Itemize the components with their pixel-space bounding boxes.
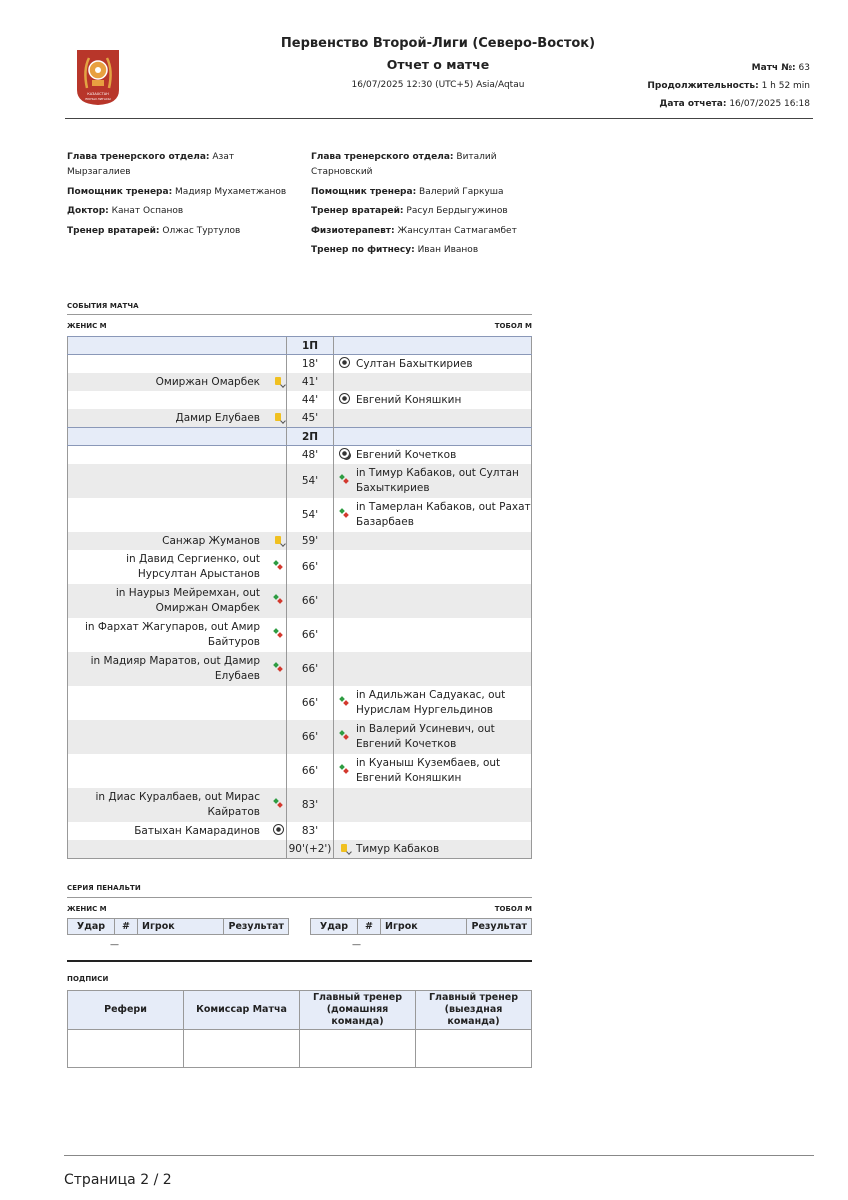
home-event-icon [270, 840, 287, 859]
away-event-text [354, 618, 532, 652]
competition-title: Первенство Второй-Лиги (Северо-Восток) [280, 36, 596, 51]
home-event-text [68, 464, 271, 498]
ball-icon [273, 824, 284, 835]
staff-row: Тренер вратарей: Олжас Туртулов [67, 225, 241, 236]
event-minute: 44' [287, 391, 334, 409]
away-event-icon [334, 822, 355, 840]
col-player: Игрок [138, 919, 224, 935]
home-event-icon [270, 652, 287, 686]
substitution-icon [339, 474, 349, 484]
yellow-card-icon [275, 536, 281, 544]
event-row [68, 464, 532, 498]
away-event-icon [334, 355, 355, 374]
home-staff [67, 150, 297, 243]
half-header [68, 428, 532, 446]
staff-row: Тренер по фитнесу: Иван Иванов [311, 245, 479, 255]
penalty-section-title: СЕРИЯ ПЕНАЛЬТИ [67, 884, 141, 892]
home-event-icon [270, 498, 287, 532]
home-event-icon [270, 464, 287, 498]
penalty-away-team: ТОБОЛ М [494, 905, 532, 913]
event-minute: 54' [287, 464, 334, 498]
away-event-icon [334, 584, 355, 618]
away-event-icon [334, 550, 355, 584]
home-event-text [68, 498, 271, 532]
yellow-card-icon [341, 844, 347, 852]
substitution-icon [339, 696, 349, 706]
away-event-text [354, 584, 532, 618]
staff-row: Помощник тренера: Валерий Гаркуша [311, 186, 504, 197]
away-event-text [354, 409, 532, 428]
away-event-text: Евгений Кочетков [356, 449, 457, 461]
home-event-text: Омиржан Омарбек [68, 373, 271, 391]
yellow-card-icon [275, 413, 281, 421]
col-result: Результат [467, 919, 532, 935]
away-event-icon [334, 686, 355, 720]
event-row [68, 652, 532, 686]
sig-home-coach-cell [300, 1030, 416, 1068]
event-row [68, 754, 532, 788]
penalty-bottom-rule [67, 960, 532, 962]
event-row [68, 355, 532, 374]
staff-row: Глава тренерского отдела: Азат Мырзагалиев [67, 152, 235, 177]
report-date: Дата отчета: 16/07/2025 16:18 [659, 99, 810, 109]
away-event-icon [334, 840, 355, 859]
event-minute: 83' [287, 822, 334, 840]
event-minute: 48' [287, 446, 334, 465]
page-number: Страница 2 / 2 [64, 1172, 172, 1188]
home-event-icon [270, 686, 287, 720]
yellow-card-icon [275, 377, 281, 385]
away-event-icon [334, 652, 355, 686]
staff-row: Доктор: Канат Оспанов [67, 206, 184, 216]
event-row [68, 446, 532, 465]
svg-text:ЕКІНШІ ЛИГАСЫ: ЕКІНШІ ЛИГАСЫ [85, 97, 111, 101]
substitution-icon [339, 508, 349, 518]
substitution-icon [273, 662, 283, 672]
event-row [68, 686, 532, 720]
signatures-section-title: ПОДПИСИ [67, 975, 109, 983]
away-event-icon [334, 532, 355, 550]
home-event-text: in Наурыз Мейремхан, out Омиржан Омарбек [68, 584, 271, 618]
signatures-table [67, 990, 532, 1068]
home-event-text [68, 446, 271, 465]
home-event-text: in Давид Сергиенко, out Нурсултан Арыстанов [126, 553, 260, 580]
away-event-text [354, 550, 532, 584]
away-penalty-table [310, 918, 532, 935]
home-event-text [68, 686, 271, 720]
home-event-icon [270, 446, 287, 465]
event-row [68, 584, 532, 618]
sig-away-coach-cell [416, 1030, 532, 1068]
event-minute: 66' [287, 550, 334, 584]
home-event-icon [270, 754, 287, 788]
half-header [68, 337, 532, 355]
away-event-icon [334, 720, 355, 754]
sig-commissioner: Комиссар Матча [184, 991, 300, 1030]
col-shot: Удар [68, 919, 115, 935]
event-minute: 66' [287, 652, 334, 686]
home-event-icon [270, 584, 287, 618]
events-away-team: ТОБОЛ М [494, 322, 532, 330]
event-minute: 66' [287, 720, 334, 754]
substitution-icon [273, 798, 283, 808]
away-event-text: in Адильжан Садуакас, out Нурислам Нургельдинов [356, 689, 506, 716]
away-event-text [354, 652, 532, 686]
home-penalty-empty: — [110, 940, 119, 950]
away-event-text: Тимур Кабаков [354, 840, 532, 859]
home-event-icon [270, 720, 287, 754]
away-event-text [354, 822, 532, 840]
away-staff [311, 150, 526, 263]
event-row [68, 788, 532, 822]
staff-row: Тренер вратарей: Расул Бердыгужинов [311, 206, 508, 216]
away-event-icon [334, 373, 355, 391]
header-divider [65, 118, 813, 119]
staff-row: Физиотерапевт: Жансултан Сатмагамбет [311, 225, 517, 236]
event-row [68, 840, 532, 859]
event-minute: 66' [287, 754, 334, 788]
sig-home-coach: Главный тренер (домашняя команда) [300, 991, 416, 1030]
match-number: Матч №: 63 [751, 63, 810, 73]
event-row [68, 822, 532, 840]
home-event-text: in Фархат Жагупаров, out Амир Байтуров [84, 621, 260, 648]
event-row [68, 532, 532, 550]
home-event-text [68, 720, 271, 754]
home-event-text: in Мадияр Маратов, out Дамир Елубаев [68, 652, 271, 686]
event-minute: 90'(+2') [287, 840, 334, 859]
away-event-icon [334, 498, 355, 532]
col-number: # [358, 919, 381, 935]
home-event-text: in Диас Куралбаев, out Мирас Кайратов [68, 788, 271, 822]
penalty-goal-icon [339, 448, 350, 459]
match-duration: Продолжительность: 1 h 52 min [647, 81, 810, 91]
home-event-text [68, 391, 271, 409]
half-label: 1П [287, 337, 334, 355]
away-event-icon [334, 446, 355, 465]
sig-referee: Рефери [68, 991, 184, 1030]
col-result: Результат [224, 919, 289, 935]
away-event-text: Евгений Коняшкин [356, 394, 462, 406]
home-event-text: Дамир Елубаев [68, 409, 271, 428]
col-player: Игрок [381, 919, 467, 935]
away-event-text: in Куаныш Кузембаев, out Евгений Коняшкин [356, 757, 501, 784]
substitution-icon [273, 594, 283, 604]
staff-row: Помощник тренера: Мадияр Мухаметжанов [67, 186, 287, 197]
home-event-icon [270, 618, 287, 652]
away-event-icon [334, 788, 355, 822]
away-event-icon [334, 464, 355, 498]
event-row [68, 618, 532, 652]
substitution-icon [273, 628, 283, 638]
event-minute: 83' [287, 788, 334, 822]
event-minute: 66' [287, 686, 334, 720]
home-event-text: Санжар Жуманов [68, 532, 271, 550]
home-event-icon [270, 391, 287, 409]
event-row [68, 720, 532, 754]
event-row [68, 373, 532, 391]
substitution-icon [339, 730, 349, 740]
event-minute: 59' [287, 532, 334, 550]
event-minute: 41' [287, 373, 334, 391]
away-event-icon [334, 391, 355, 409]
event-row [68, 498, 532, 532]
svg-text:КАЗАХСТАН: КАЗАХСТАН [87, 92, 109, 96]
home-event-icon [270, 355, 287, 374]
away-event-text: in Валерий Усиневич, out Евгений Кочетков [354, 720, 532, 754]
event-row [68, 550, 532, 584]
home-event-icon [270, 532, 287, 550]
event-row [68, 391, 532, 409]
penalty-divider [67, 897, 532, 898]
half-label: 2П [287, 428, 334, 446]
col-number: # [115, 919, 138, 935]
sig-referee-cell [68, 1030, 184, 1068]
event-minute: 18' [287, 355, 334, 374]
away-event-text: in Тамерлан Кабаков, out Рахат Базарбаев [356, 501, 531, 528]
away-penalty-empty: — [352, 940, 361, 950]
away-event-text [354, 788, 532, 822]
sig-away-coach: Главный тренер (выездная команда) [416, 991, 532, 1030]
away-event-icon [334, 754, 355, 788]
away-event-text: Султан Бахыткириев [356, 358, 473, 370]
away-event-text [354, 532, 532, 550]
event-row [68, 409, 532, 428]
sig-commissioner-cell [184, 1030, 300, 1068]
away-event-text [354, 373, 532, 391]
home-event-icon [270, 409, 287, 428]
ball-icon [339, 357, 350, 368]
footer-rule [64, 1155, 814, 1156]
event-minute: 45' [287, 409, 334, 428]
away-event-icon [334, 409, 355, 428]
event-minute: 54' [287, 498, 334, 532]
away-event-icon [334, 618, 355, 652]
substitution-icon [273, 560, 283, 570]
home-penalty-table [67, 918, 289, 935]
home-event-text: Батыхан Камарадинов [134, 825, 260, 837]
home-event-text [68, 840, 271, 859]
events-section-title: СОБЫТИЯ МАТЧА [67, 302, 139, 310]
home-event-icon [270, 822, 287, 840]
home-event-icon [270, 788, 287, 822]
col-shot: Удар [311, 919, 358, 935]
staff-row: Глава тренерского отдела: Виталий Старновский [311, 152, 497, 177]
home-event-text [68, 754, 271, 788]
home-event-icon [270, 373, 287, 391]
report-title: Отчет о матче [386, 57, 490, 72]
ball-icon [339, 393, 350, 404]
match-datetime: 16/07/2025 12:30 (UTC+5) Asia/Aqtau [351, 80, 525, 90]
event-minute: 66' [287, 618, 334, 652]
penalty-home-team: ЖЕНИС М [67, 905, 107, 913]
substitution-icon [339, 764, 349, 774]
home-event-text [68, 355, 271, 374]
home-event-icon [270, 550, 287, 584]
events-table [67, 336, 532, 859]
away-event-text: in Тимур Кабаков, out Султан Бахыткириев [354, 464, 532, 498]
event-minute: 66' [287, 584, 334, 618]
events-divider [67, 314, 532, 315]
events-home-team: ЖЕНИС М [67, 322, 107, 330]
